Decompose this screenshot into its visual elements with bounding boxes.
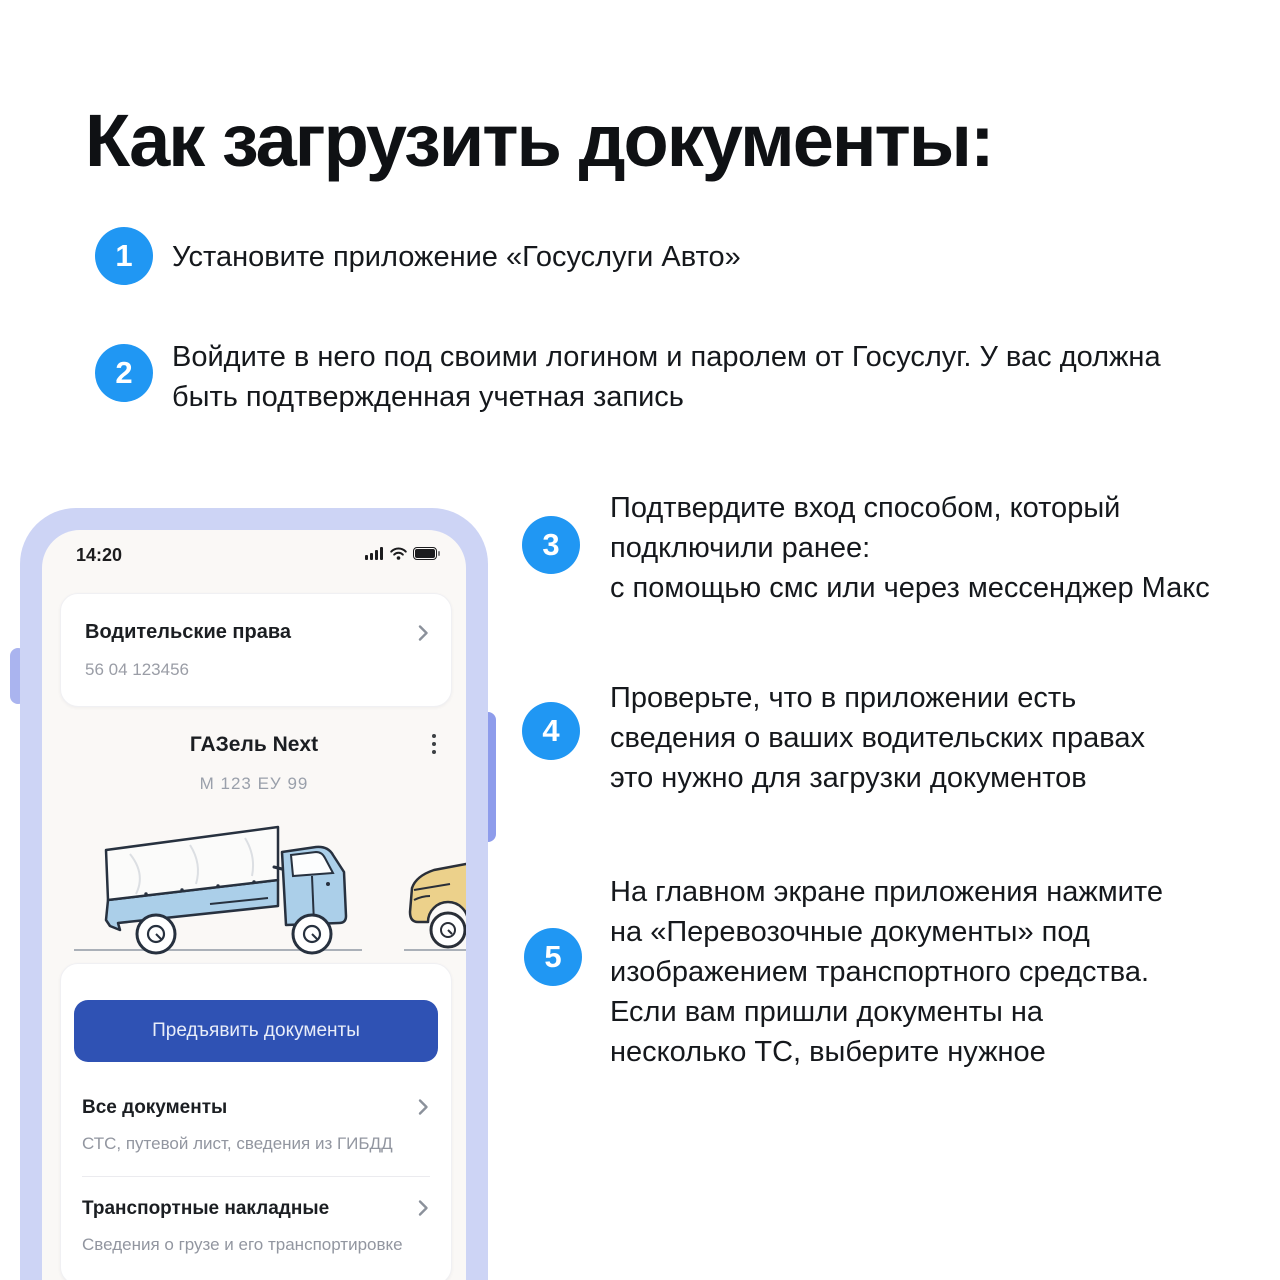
step-5-text <box>610 872 1163 1072</box>
step-4-line: сведения о ваших водительских правах <box>610 722 1145 754</box>
chevron-right-icon <box>418 624 429 647</box>
step-3-badge: 3 <box>522 516 580 574</box>
step-5-line: на «Перевозочные документы» под <box>610 916 1090 948</box>
status-bar <box>42 542 466 570</box>
step-5-line: несколько ТС, выберите нужное <box>610 1036 1046 1068</box>
license-card-title: Водительские права <box>85 621 291 643</box>
divider <box>82 1176 430 1177</box>
vehicle-plate: М 123 ЕУ 99 <box>199 774 309 793</box>
step-2-line: Войдите в него под своими логином и паролем от Госуслуг. У вас должна <box>172 341 1161 373</box>
kebab-menu-icon[interactable] <box>432 734 436 754</box>
chevron-right-icon <box>418 1098 429 1121</box>
step-5-line: На главном экране приложения нажмите <box>610 876 1163 908</box>
signal-icon <box>365 547 384 560</box>
step-4-line: Проверьте, что в приложении есть <box>610 682 1077 714</box>
step-5-line: Если вам пришли документы на <box>610 996 1044 1028</box>
step-4-line: это нужно для загрузки документов <box>610 762 1087 794</box>
step-4-badge: 4 <box>522 702 580 760</box>
phone-mockup <box>20 508 488 1280</box>
step-2-badge: 2 <box>95 344 153 402</box>
wifi-icon <box>390 547 407 560</box>
step-2-line: быть подтвержденная учетная запись <box>172 381 684 413</box>
vehicle-name: ГАЗель Next <box>189 733 319 756</box>
menu-item-all-documents-subtitle: СТС, путевой лист, сведения из ГИБДД <box>82 1134 393 1153</box>
license-card[interactable] <box>60 593 452 707</box>
page-title: Как загрузить документы: <box>85 99 993 182</box>
step-2-text <box>172 337 1161 417</box>
car-illustration <box>404 826 466 960</box>
step-5-badge: 5 <box>524 928 582 986</box>
phone-screen <box>42 530 466 1280</box>
step-4-text <box>610 678 1145 798</box>
step-3-line: с помощью смс или через мессенджер Макс <box>610 572 1210 604</box>
menu-item-waybills-subtitle: Сведения о грузе и его транспортировке <box>82 1235 403 1254</box>
battery-icon <box>413 547 440 560</box>
step-3-line: подключили ранее: <box>610 532 871 564</box>
step-5-line: изображением транспортного средства. <box>610 956 1150 988</box>
step-1-badge: 1 <box>95 227 153 285</box>
step-3-line: Подтвердите вход способом, который <box>610 492 1121 524</box>
documents-card <box>60 963 452 1280</box>
menu-item-all-documents[interactable]: Все документы <box>82 1097 228 1118</box>
status-time: 14:20 <box>76 545 123 565</box>
menu-item-waybills[interactable]: Транспортные накладные <box>82 1198 330 1219</box>
chevron-right-icon <box>418 1199 429 1222</box>
step-3-text <box>610 488 1210 608</box>
step-1-line: Установите приложение «Госуслуги Авто» <box>172 241 741 273</box>
present-documents-button[interactable]: Предъявить документы <box>74 1000 438 1062</box>
truck-illustration <box>60 812 420 960</box>
license-number: 56 04 123456 <box>85 660 189 679</box>
step-1-text <box>172 237 741 277</box>
